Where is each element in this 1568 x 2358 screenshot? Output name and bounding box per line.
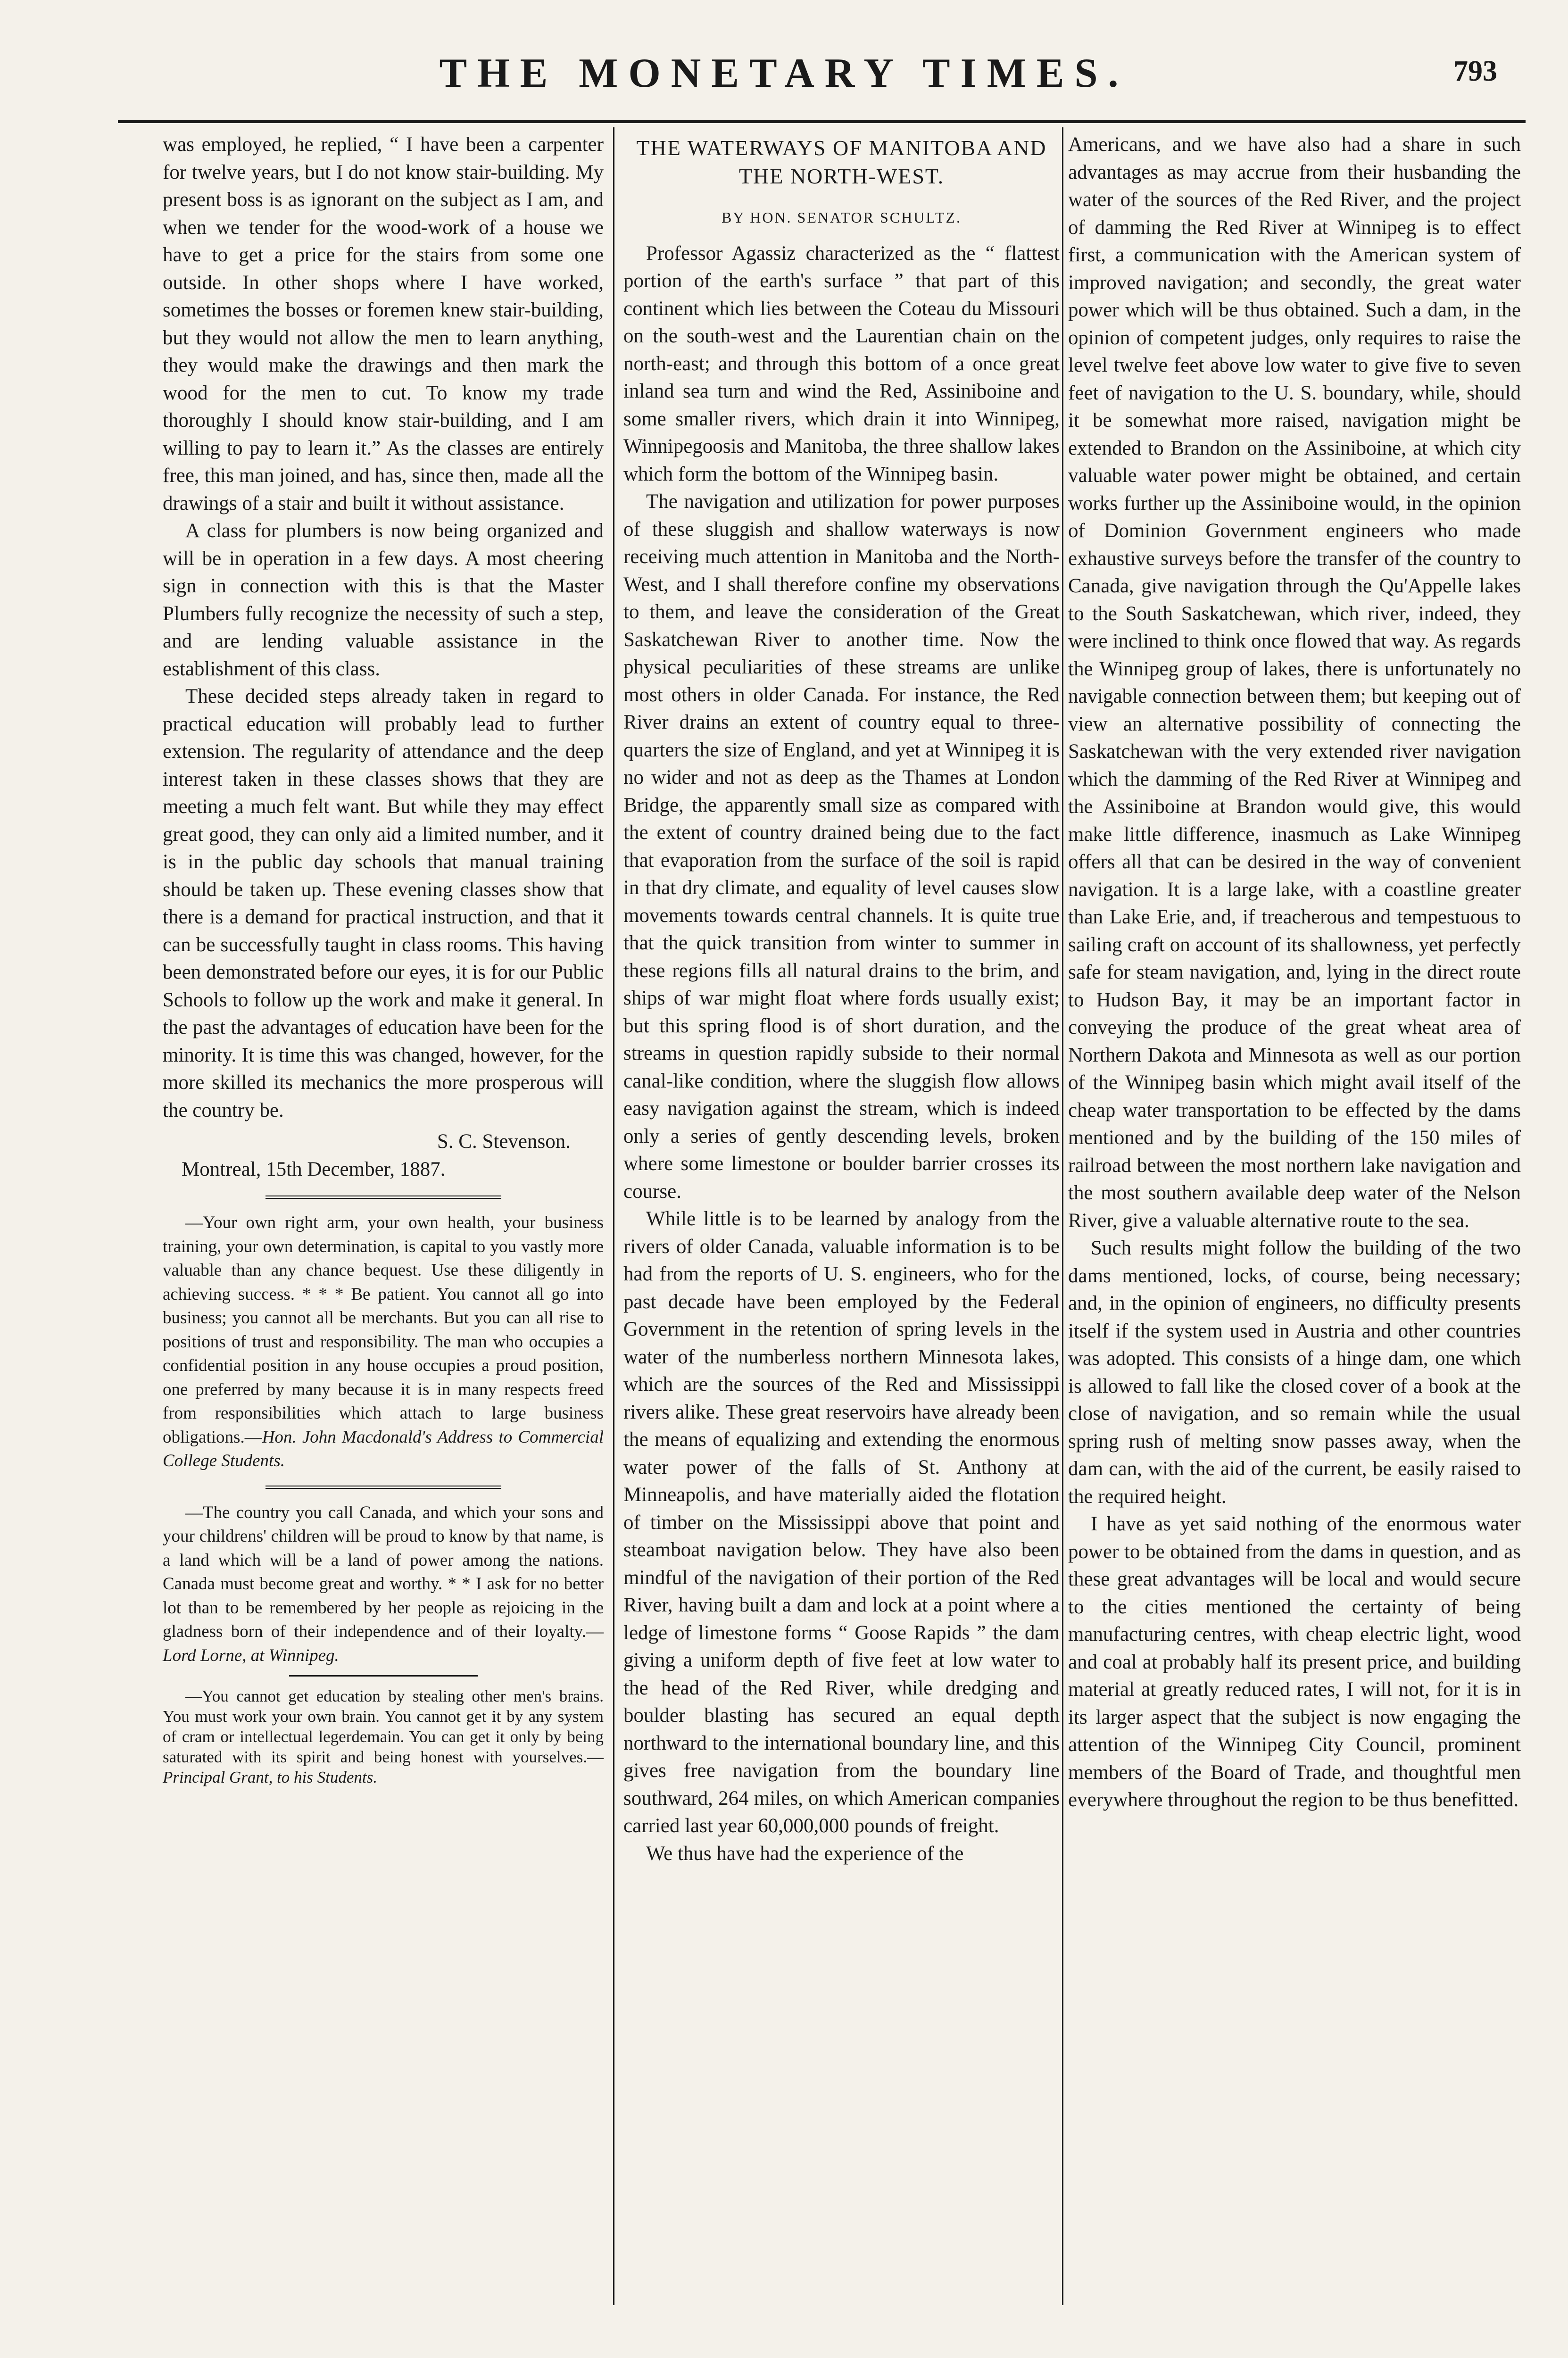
section-divider [289, 1675, 478, 1677]
paragraph: Such results might follow the building of the two dams mentioned, locks, of course, being necessary; and, in the opinion of engineers, no difficulty presents itself if the system used in Austria and other countries was adopted. This consists of a hinge dam, one which is allowed to fall like the closed cover of a book at the close of navigation, and so remain while the usual spring rush of melting snow passes away, when the dam can, with the aid of the current, be easily raised to the required height. [1068, 1237, 1521, 1508]
paragraph: Professor Agassiz characterized as the “ flattest portion of the earth's surface ” that part of this continent which lies between the Coteau du Missouri on the south-west and the Laurentian chain on the north-east; and through this bottom of a once great inland sea turn and wind the Red, Assiniboine and some smaller rivers, which drain it into Winnipeg, Winnipegoosis and Manitoba, the three shallow lakes which form the bottom of the Winnipeg basin. [623, 242, 1060, 485]
column-divider [1062, 127, 1063, 2305]
page-number: 793 [1453, 55, 1497, 87]
dateline: Montreal, 15th December, 1887. [182, 1158, 446, 1180]
quote-lorne: —The country you call Canada, and which your sons and your childrens' children will be proud to know by that name, is a land which will be a land of power among the nations. Canada must become great and worthy. * * I ask for no better lot than to be remembered by her people as rejoicing in the gladness born of their independence and of their loyalty.—Lord Lorne, at Winnipeg. [163, 1503, 604, 1665]
author-signature: S. C. Stevenson. [437, 1130, 571, 1153]
paragraph: Americans, and we have also had a share in such advantages as may accrue from their husbanding the water of the sources of the Red River, and the project of damming the Red River at Winnipeg is to effect first, a communication with the American system of improved navigation; and secondly, the great water power which will be thus obtained. Such a dam, in the opinion of competent judges, only requires to raise the level twelve feet above low water to give five to seven feet of navigation to the U. S. boundary, while, should it be somewhat more raised, navigation might be extended to Brandon on the Assiniboine, at which city valuable water power might be obtained, and certain works further up the Assiniboine would, in the opinion of Dominion Government engineers who made exhaustive surveys before the transfer of the country to Canada, give navigation through the Qu'Appelle lakes to the South Saskatchewan, which river, indeed, they were inclined to think once flowed that way. As regards the Winnipeg group of lakes, there is unfortunately no navigable connection between them; but keeping out of view an alternative possibility of connecting the Saskatchewan with the very extended river navigation which the damming of the Red River at Winnipeg and the Assiniboine at Brandon would give, this would make little difference, inasmuch as Lake Winnipeg offers all that can be desired in the way of convenient navigation. It is a large lake, with a coastline greater than Lake Erie, and, if treacherous and tempestuous to sailing craft on account of its shallowness, yet perfectly safe for steam navigation, and, lying in the direct route to Hudson Bay, it may be an important factor in conveying the produce of the great wheat area of Northern Dakota and Minnesota as well as our portion of the Winnipeg basin which might avail itself of the cheap water transportation to be effected by the dams mentioned and by the building of the 150 miles of railroad between the most northern lake navigation and the most southern available deep water of the Nelson River, give a valuable alternative route to the sea. [1068, 133, 1521, 1232]
paragraph: was employed, he replied, “ I have been a carpenter for twelve years, but I do not know stair-building. My present boss is as ignorant on the subject as I am, and when we tender for the wood-work of a house we have to get a price for the stairs from some one outside. In other shops where I have worked, sometimes the bosses or foremen knew stair-building, but they would not allow the men to learn anything, they would make the drawings and then mark the wood for the men to cut. To know my trade thoroughly I should know stair-building, and I am willing to pay to learn it.” As the classes are entirely free, this man joined, and has, since then, made all the drawings of a stair and built it without assistance. [163, 133, 604, 515]
section-divider [265, 1196, 501, 1201]
paragraph: The navigation and utilization for power purposes of these sluggish and shallow waterways is now receiving much attention in Manitoba and the North-West, and I shall therefore confine my observations to them, and leave the consideration of the Great Saskatchewan River to another time. Now the physical peculiarities of these streams are unlike most others in older Canada. For instance, the Red River drains an extent of country equal to three-quarters the size of England, and yet at Winnipeg it is no wider and not as deep as the Thames at London Bridge, the apparently small size as compared with the extent of country drained being due to the fact that evaporation from the surface of the soil is rapid in that dry climate, and equality of level causes slow movements towards central channels. It is quite true that the quick transition from winter to summer in these regions fills all natural drains to the brim, and ships of war might float where fords usually exist; but this spring flood is of short duration, and the streams in question rapidly subside to their normal canal-like condition, where the sluggish flow allows easy navigation against the stream, which is indeed only a series of gently descending levels, broken where some limestone or boulder barrier crosses its course. [623, 490, 1060, 1203]
masthead-rule [118, 120, 1526, 123]
masthead [0, 45, 1568, 116]
paragraph: I have as yet said nothing of the enormous water power to be obtained from the dams in question, and as these great advantages will be local and would secure to the cities mentioned the certainty of being manufacturing centres, with cheap electric light, wood and coal at probably half its present price, and building material at greatly reduced rates, I will not, for it is in its larger aspect that the subject is now engaging the attention of the Winnipeg City Council, prominent members of the Board of Trade, and thoughtful men everywhere throughout the region to be thus benefitted. [1068, 1513, 1521, 1811]
paragraph: A class for plumbers is now being organized and will be in operation in a few days. A most cheering sign in connection with this is that the Master Plumbers fully recognize the necessity of such a step, and are lending valuable assistance in the establishment of this class. [163, 520, 604, 680]
paragraph: We thus have had the experience of the [646, 1842, 964, 1865]
column-2 [623, 131, 1060, 1868]
quote-macdonald: —Your own right arm, your own health, your business training, your own determination, is capital to you vastly more valuable than any chance bequest. Use these diligently in achieving success. * * * Be patient. You cannot all go into business; you cannot all be merchants. But you can all rise to positions of trust and responsibility. The man who occupies a confidential position in any house occupies a proud position, one preferred by many because it is in many respects freed from responsibilities which attach to large business obligations.—Hon. John Macdonald's Address to Commercial College Students. [163, 1213, 604, 1470]
section-divider [265, 1486, 501, 1491]
paragraph: These decided steps already taken in regard to practical education will probably lead to further extension. The regularity of attendance and the deep interest taken in these classes shows that they are meeting a much felt want. But while they may effect great good, they can only aid a limited number, and it is in the public day schools that manual training should be taken up. These evening classes show that there is a demand for practical instruction, and that it can be successfully taught in class rooms. This having been demonstrated before our eyes, it is for our Public Schools to follow up the work and make it general. In the past the advantages of education have been for the minority. It is time this was changed, however, for the more skilled its mechanics the more prosperous will the country be. [163, 685, 604, 1121]
publication-title: THE MONETARY TIMES. [439, 50, 1129, 96]
quote-grant: —You cannot get education by stealing other men's brains. You must work your own brain. You cannot get it by any system of cram or intellectual legerdemain. You can get it only by being saturated with its spirit and being honest with yourselves.—Principal Grant, to his Students. [163, 1687, 604, 1786]
column-3 [1068, 131, 1521, 1814]
article-byline: BY HON. SENATOR SCHULTZ. [721, 209, 962, 226]
column-divider [613, 127, 614, 2305]
column-1 [163, 131, 604, 1787]
paragraph: While little is to be learned by analogy from the rivers of older Canada, valuable information is to be had from the reports of U. S. engineers, who for the past decade have been employed by the Federal Government in the retention of spring levels in the water of the numberless northern Minnesota lakes, which are the sources of the Red and Mississippi rivers alike. These great reservoirs have already been the means of equalizing and extending the enormous water power of the falls of St. Anthony at Minneapolis, and have materially aided the flotation of timber on the Mississippi above that point and steamboat navigation below. They have also been mindful of the navigation of their portion of the Red River, having built a dam and lock at a point where a ledge of limestone forms “ Goose Rapids ” the dam giving a uniform depth of five feet at low water to the head of the Red River, while dredging and boulder blasting has secured an equal depth northward to the international boundary line, and this gives free navigation from the boundary line southward, 264 miles, on which American companies carried last year 60,000,000 pounds of freight. [623, 1208, 1060, 1837]
article-headline: THE WATERWAYS OF MANITOBA AND THE NORTH-WEST. [636, 136, 1047, 188]
